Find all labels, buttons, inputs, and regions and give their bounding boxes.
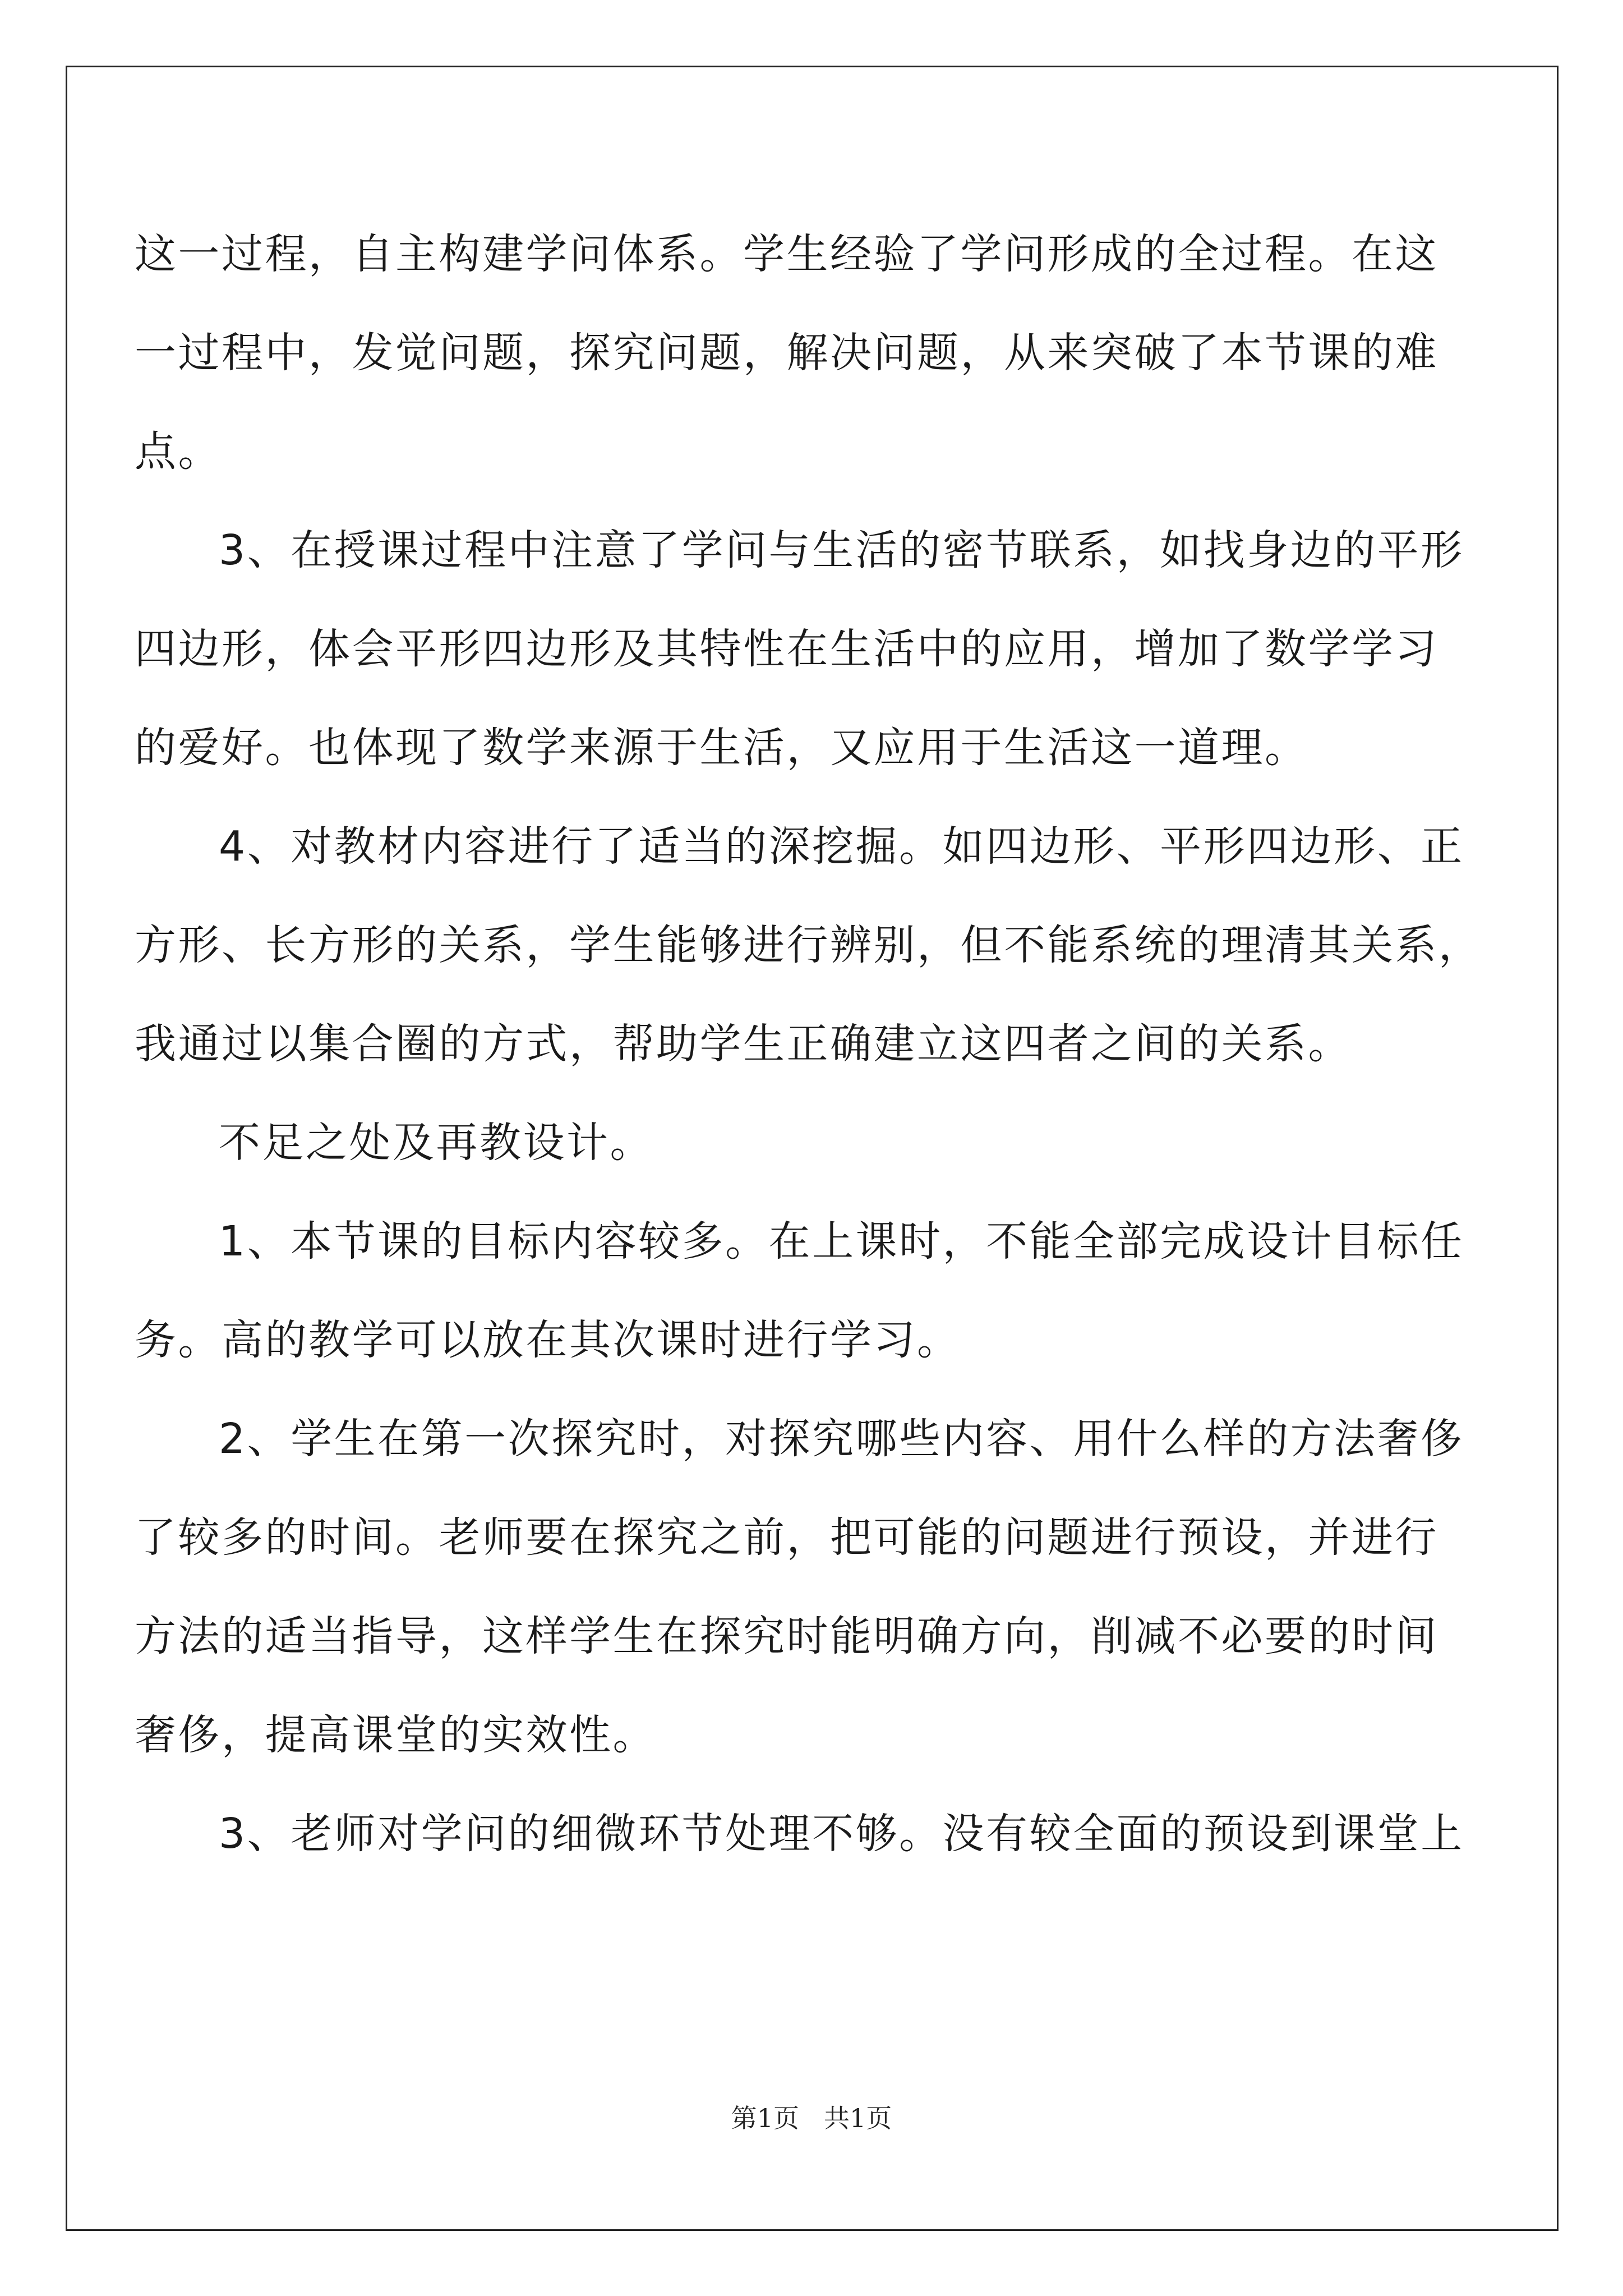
page-footer [0,2098,1623,2135]
page-number: 第1页 [731,2103,800,2133]
document-body [135,205,1497,1883]
footer-spacer [799,2103,824,2133]
page-total: 共1页 [823,2103,892,2133]
paragraph-start-line: 3、在授课过程中注意了学问与生活的密节联系，如找身边的平形 [219,526,1464,574]
text-line: 了较多的时间。老师要在探究之前，把可能的问题进行预设，并进行 [135,1513,1438,1562]
text-line: 我通过以集合圈的方式，帮助学生正确建立这四者之间的关系。 [135,1020,1352,1068]
paragraph-start-line: 1、本节课的目标内容较多。在上课时，不能全部完成设计目标任 [219,1217,1464,1266]
text-line: 奢侈，提高课堂的实效性。 [135,1711,656,1759]
text-line: 点。 [135,427,222,476]
text-line: 方形、长方形的关系，学生能够进行辨别，但不能系统的理清其关系， [135,921,1482,969]
section-heading: 不足之处及再教设计。 [219,1119,653,1167]
text-line: 四边形，体会平形四边形及其特性在生活中的应用，增加了数学学习 [135,625,1438,673]
paragraph-start-line: 3、老师对学问的细微环节处理不够。没有较全面的预设到课堂上 [219,1810,1464,1858]
paragraph-start-line: 4、对教材内容进行了适当的深挖掘。如四边形、平形四边形、正 [219,822,1464,871]
text-line: 方法的适当指导，这样学生在探究时能明确方向，削减不必要的时间 [135,1612,1438,1660]
text-line: 一过程中，发觉问题，探究问题，解决问题，从来突破了本节课的难 [135,329,1438,377]
text-line: 的爱好。也体现了数学来源于生活，又应用于生活这一道理。 [135,724,1308,772]
paragraph-start-line: 2、学生在第一次探究时，对探究哪些内容、用什么样的方法奢侈 [219,1415,1464,1463]
text-line: 这一过程，自主构建学问体系。学生经验了学问形成的全过程。在这 [135,230,1438,278]
text-line: 务。高的教学可以放在其次课时进行学习。 [135,1316,961,1364]
